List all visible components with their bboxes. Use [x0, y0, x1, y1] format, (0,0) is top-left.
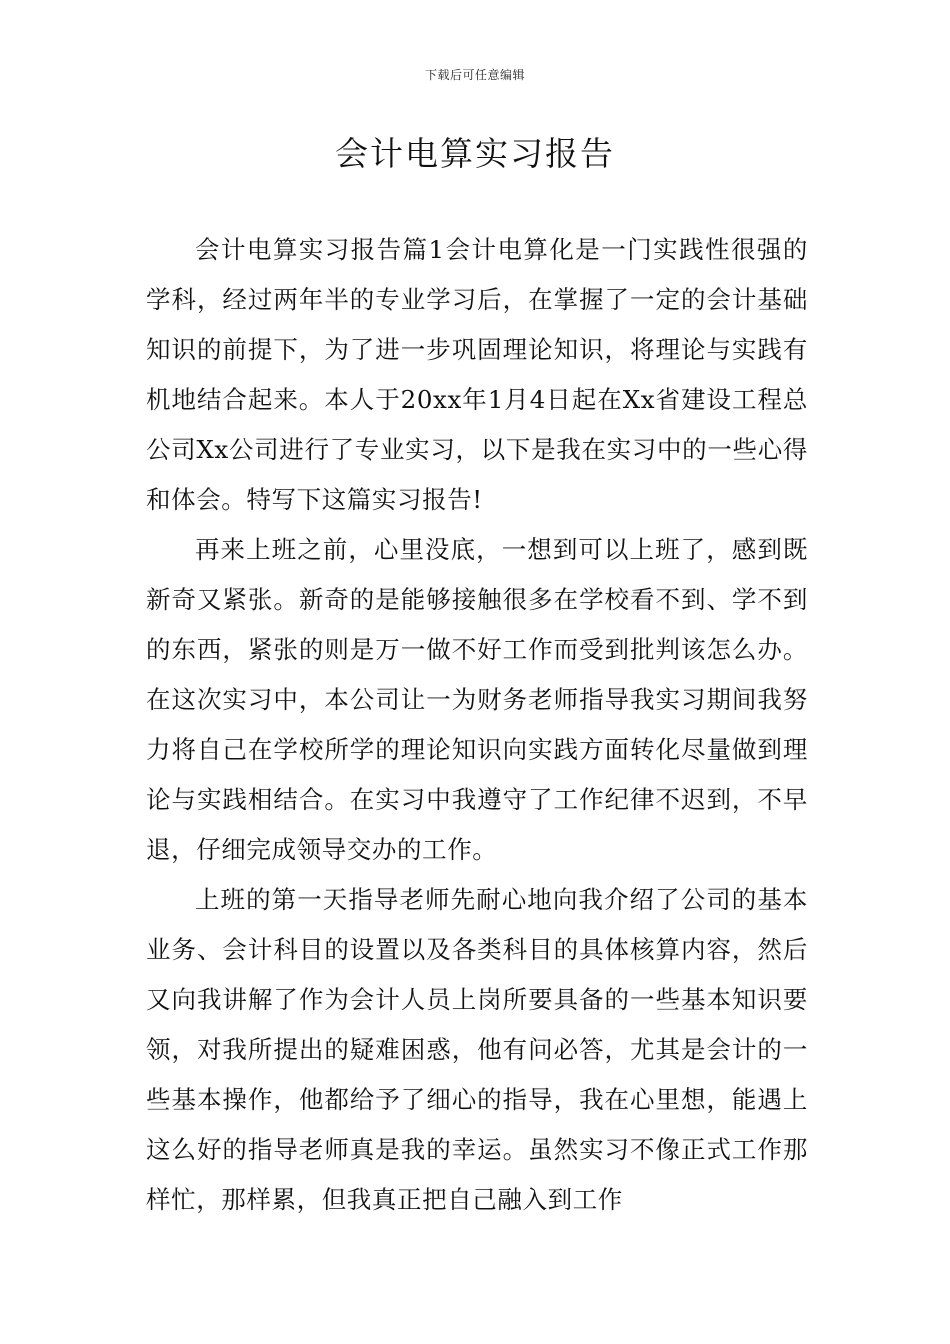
paragraph-3: 上班的第一天指导老师先耐心地向我介绍了公司的基本业务、会计科目的设置以及各类科目的具体核算内容，然后又向我讲解了作为会计人员上岗所要具备的一些基本知识要领，对我所提出的疑难困惑，他有问必答，尤其是会计的一些基本操作，他都给予了细心的指导，我在心里想，能遇上这么好的指导老师真是我的幸运。虽然实习不像正式工作那样忙，那样累，但我真正把自己融入到工作 — [146, 885, 808, 1214]
document-body — [146, 225, 808, 1225]
paragraph-2: 再来上班之前，心里没底，一想到可以上班了，感到既新奇又紧张。新奇的是能够接触很多在学校看不到、学不到的东西，紧张的则是万一做不好工作而受到批判该怎么办。在这次实习中，本公司让一为财务老师指导我实习期间我努力将自己在学校所学的理论知识向实践方面转化尽量做到理论与实践相结合。在实习中我遵守了工作纪律不迟到，不早退，仔细完成领导交办的工作。 — [146, 535, 808, 864]
header-note: 下载后可任意编辑 — [424, 68, 525, 82]
paragraph-1: 会计电算实习报告篇1会计电算化是一门实践性很强的学科，经过两年半的专业学习后，在掌握了一定的会计基础知识的前提下，为了进一步巩固理论知识，将理论与实践有机地结合起来。本人于20xx年1月4日起在Xx省建设工程总公司Xx公司进行了专业实习，以下是我在实习中的一些心得和体会。特写下这篇实习报告! — [146, 235, 808, 514]
document-title: 会计电算实习报告 — [335, 134, 615, 173]
